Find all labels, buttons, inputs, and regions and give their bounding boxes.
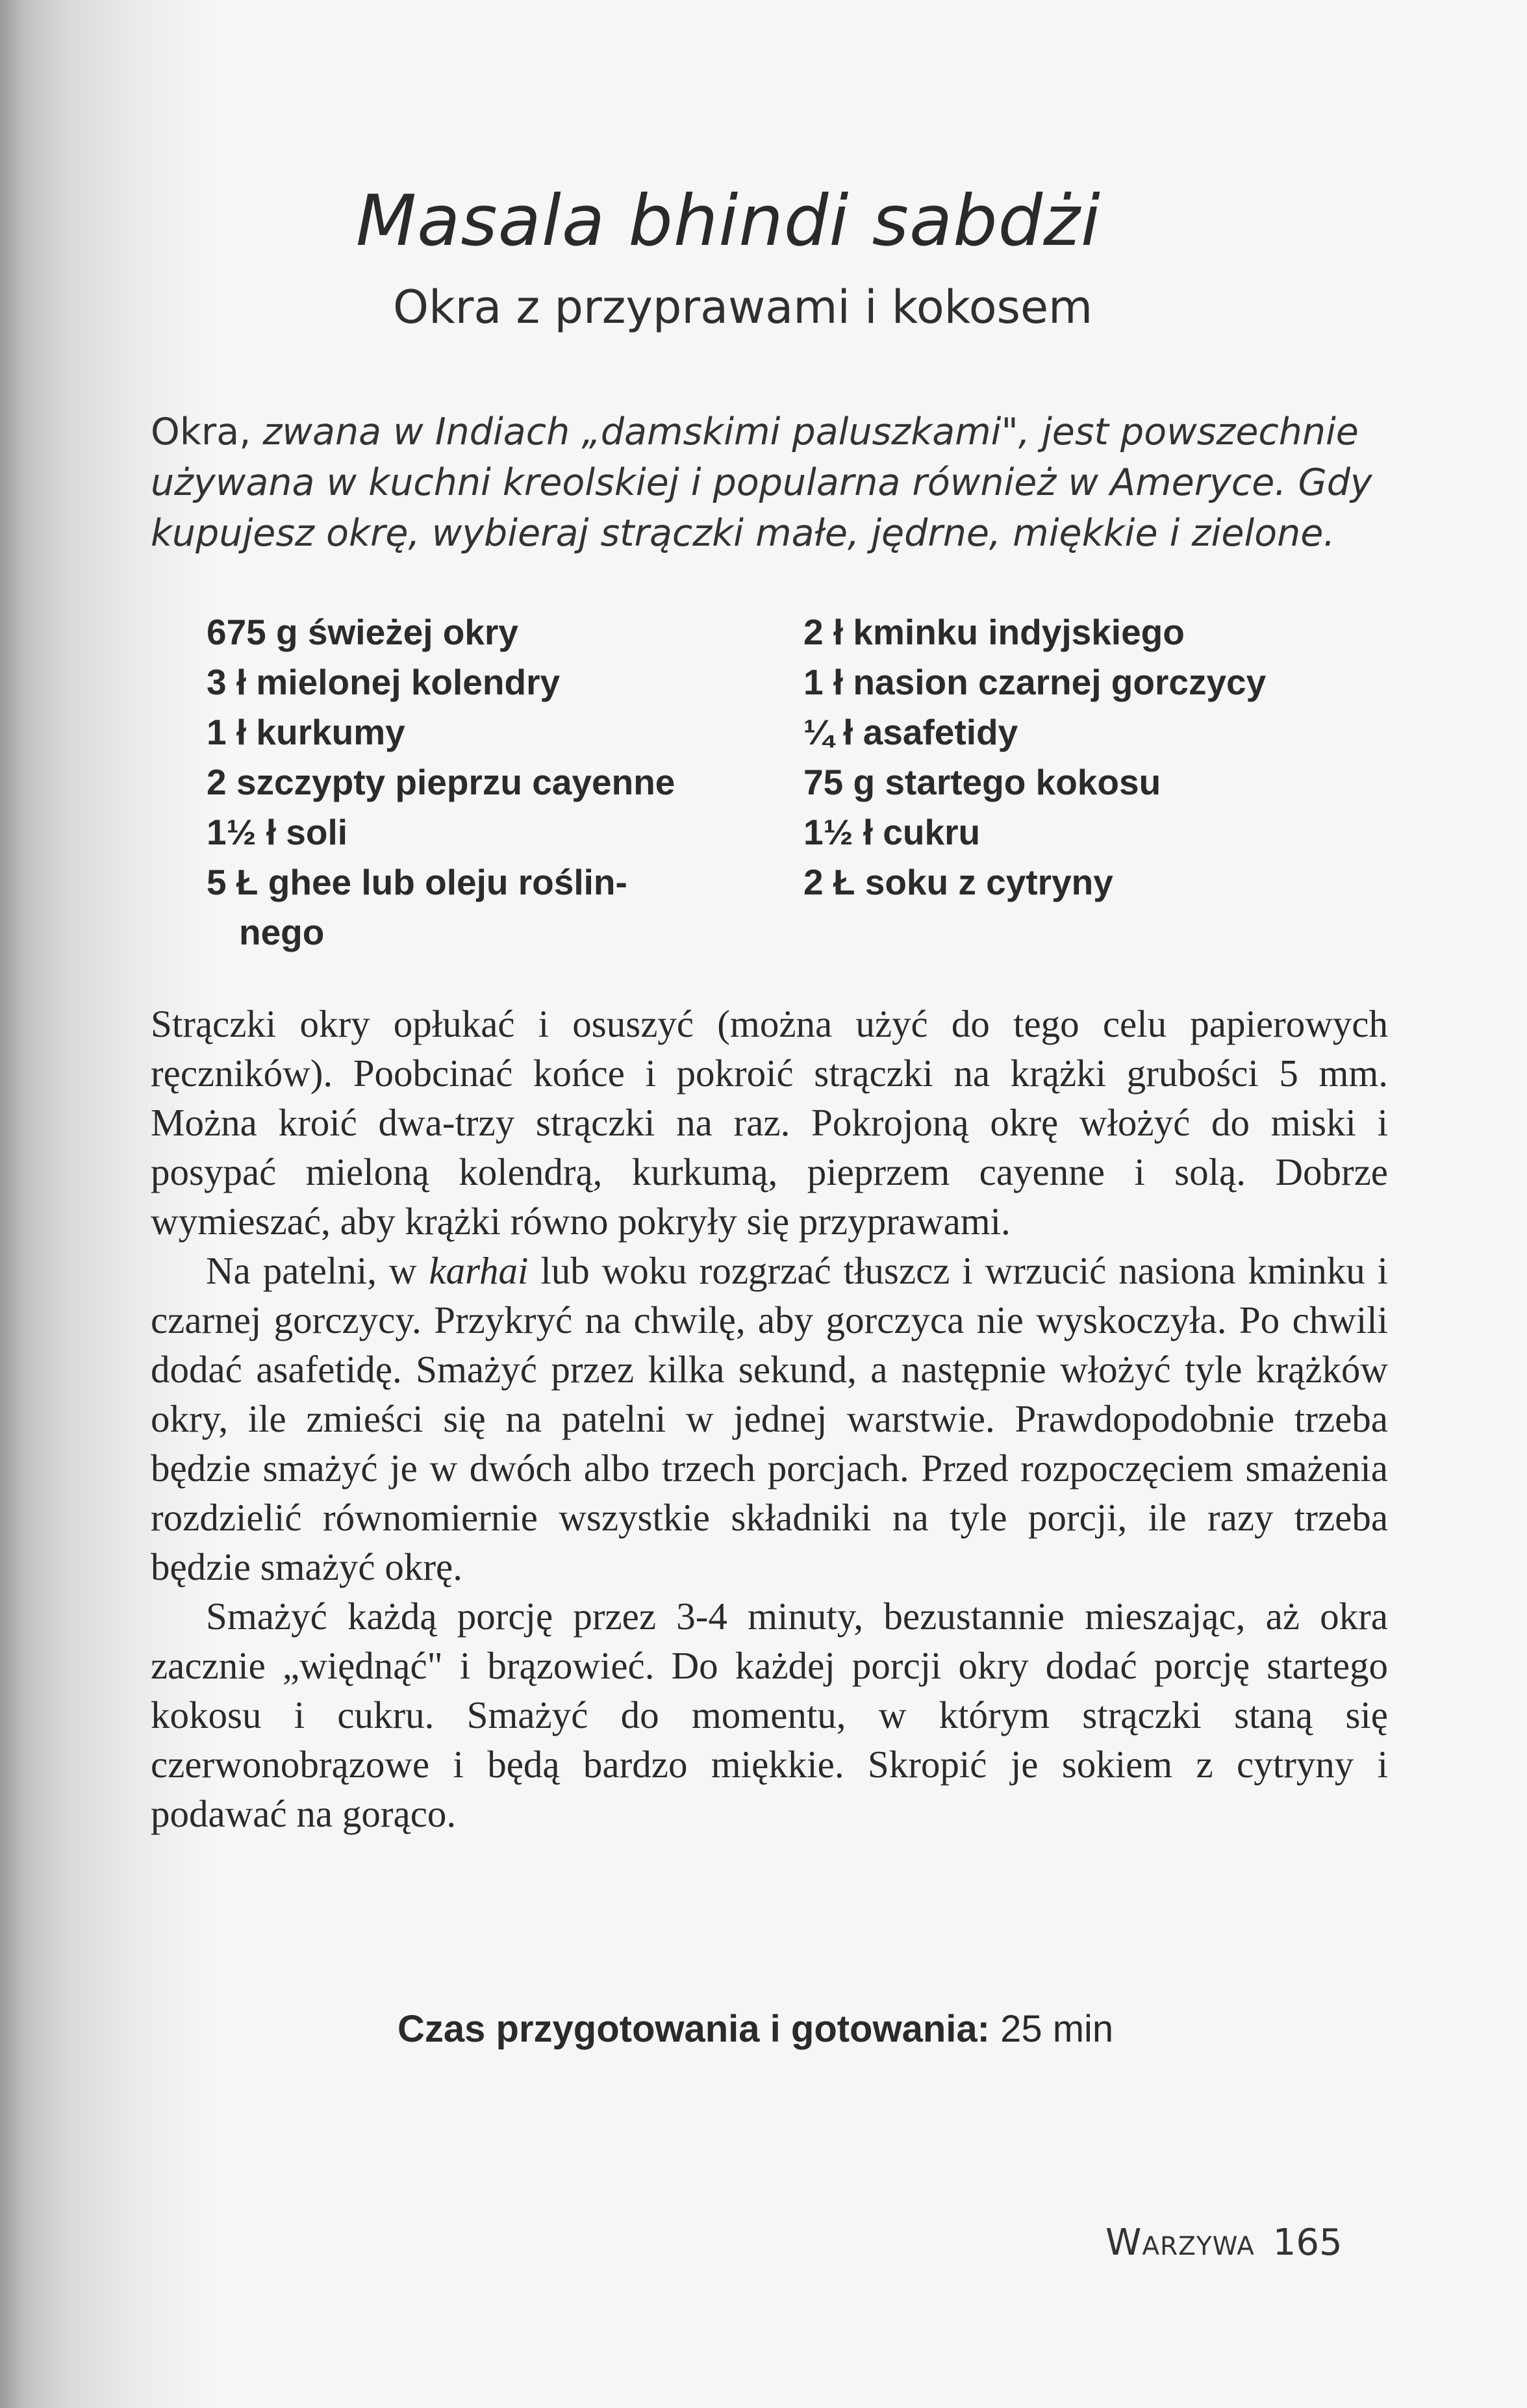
ingredient-item: 1½ ł soli	[207, 812, 348, 852]
ingredients-left-column	[207, 607, 739, 957]
ingredient-item-continued: nego	[239, 912, 325, 952]
method-paragraph-3: Smażyć każdą porcję przez 3-4 minuty, bezustannie mieszając, aż okra zacznie „więdnąć" i brązowieć. Do każdej porcji okry dodać porcję startego kokosu i cukru. Smażyć do momentu, w którym strączki staną się czerwonobrązowe i będą bardzo miękkie. Skropić je sokiem z cytryny i podawać na gorąco.	[151, 1595, 1388, 1835]
prep-time	[398, 2007, 1113, 2051]
method-paragraph-2	[151, 1246, 1388, 1591]
ingredient-item: 2 ł kminku indyjskiego	[803, 612, 1185, 652]
method-text: lub woku rozgrzać tłuszcz i wrzucić nasiona kminku i czarnej gorczycy. Przykryć na chwilę, aby gorczyca nie wyskoczyła. Po chwili dodać asafetidę. Smażyć przez kilka sekund, a następnie włożyć tyle krążków okry, ile zmieści się na patelni w jednej warstwie. Prawdopodobnie trzeba będzie smażyć je w dwóch albo trzech porcjach. Przed rozpoczęciem smażenia rozdzielić równomiernie wszystkie składniki na tyle porcji, ile razy trzeba będzie smażyć okrę.	[151, 1249, 1389, 1588]
ingredient-item: 1 ł nasion czarnej gorczycy	[803, 662, 1267, 702]
intro-first-word: Okra,	[151, 411, 251, 453]
intro-text: zwana w Indiach „damskimi paluszkami", jest powszechnie używana w kuchni kreolskiej i popularna również w Ameryce. Gdy kupujesz okrę, wybieraj strączki małe, jędrne, miękkie i zielone.	[151, 411, 1372, 555]
ingredient-item: 2 Ł soku z cytryny	[803, 862, 1113, 902]
prep-time-value: 25 min	[989, 2008, 1114, 2050]
ingredient-item: 75 g startego kokosu	[803, 762, 1161, 802]
method-emphasis: karhai	[429, 1249, 529, 1292]
ingredient-item: 3 ł mielonej kolendry	[207, 662, 561, 702]
ingredient-item: 1½ ł cukru	[803, 812, 981, 852]
method-text: Na patelni, w	[206, 1249, 429, 1292]
section-name: Warzywa	[1105, 2222, 1255, 2264]
recipe-intro	[151, 407, 1391, 559]
ingredient-item: 2 szczypty pieprzu cayenne	[207, 762, 675, 802]
recipe-title: Masala bhindi sabdżi	[356, 181, 1101, 262]
method-paragraph-1: Strączki okry opłukać i osuszyć (można użyć do tego celu papierowych ręczników). Poobcinać końce i pokroić strączki na krążki grubości 5 mm. Można kroić dwa-trzy strączki na raz. Pokrojoną okrę włożyć do miski i posypać mieloną kolendrą, kurkumą, pieprzem cayenne i solą. Dobrze wymieszać, aby krążki równo pokryły się przyprawami.	[151, 1002, 1388, 1243]
ingredient-item: 1 ł kurkumy	[207, 712, 405, 752]
ingredient-item: ¼ ł asafetidy	[803, 712, 1018, 752]
recipe-method	[151, 999, 1388, 1838]
prep-time-label: Czas przygotowania i gotowania:	[398, 2008, 990, 2050]
ingredient-item: 675 g świeżej okry	[207, 612, 518, 652]
page-number: 165	[1272, 2222, 1343, 2264]
ingredient-item: 5 Ł ghee lub oleju roślin-	[207, 862, 627, 902]
recipe-subtitle: Okra z przyprawami i kokosem	[393, 281, 1093, 334]
ingredients-right-column	[803, 607, 1388, 907]
page-footer	[1105, 2222, 1343, 2264]
